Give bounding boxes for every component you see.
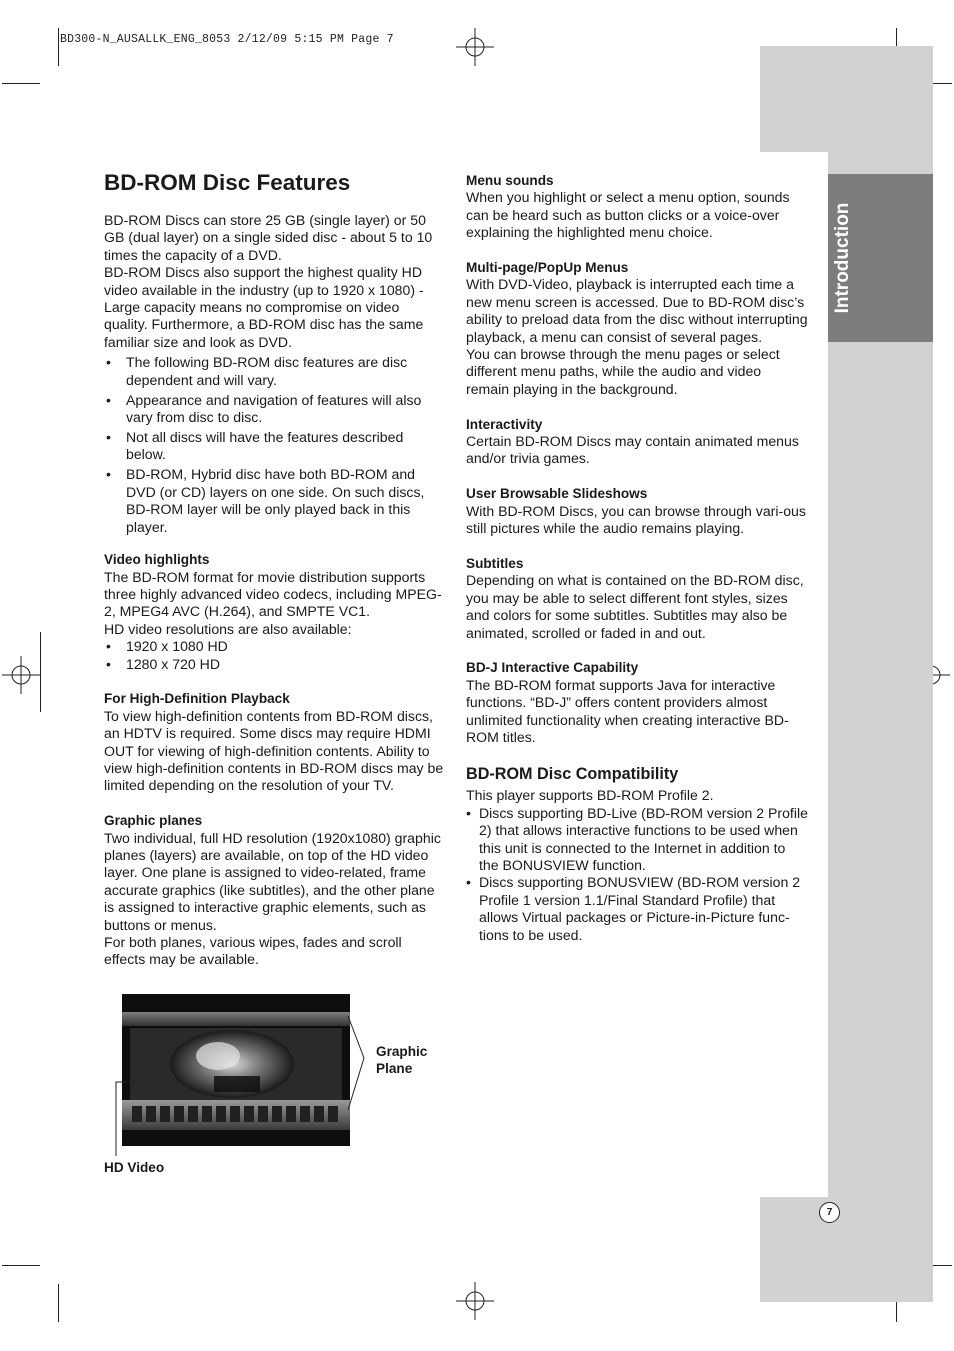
- section-heading: User Browsable Slideshows: [466, 486, 648, 502]
- registration-mark: [456, 28, 494, 66]
- right-column: [466, 172, 808, 944]
- crop-mark: [58, 1284, 59, 1322]
- graphic-plane-label: Graphic Plane: [376, 1044, 428, 1076]
- section-label-text: Introduction: [832, 202, 853, 314]
- section-text: Certain BD-ROM Discs may contain animated menus and/or trivia games.: [466, 433, 799, 467]
- section-graphic-planes: [104, 812, 444, 969]
- left-column: [104, 170, 444, 969]
- figure-callout-lines: [100, 1010, 380, 1160]
- list-item: • 1920 x 1080 HD: [104, 638, 444, 655]
- list-item: • Not all discs will have the features described below.: [104, 429, 444, 464]
- section-text: The BD-ROM format supports Java for interactive functions. “BD-J” offers content providers almost unlimited functionality when creating interactive BD-ROM titles.: [466, 676, 789, 745]
- section-video-highlights: [104, 551, 444, 673]
- section-subtitles: [466, 555, 808, 642]
- list-item: • Appearance and navigation of features will also vary from disc to disc.: [104, 392, 444, 427]
- list-item: • BD-ROM, Hybrid disc have both BD-ROM and DVD (or CD) layers on one side. On such discs, BD-ROM layer will be only played back in this player.: [104, 466, 444, 536]
- registration-mark: [2, 656, 40, 694]
- print-header: BD300-N_AUSALLK_ENG_8053 2/12/09 5:15 PM Page 7: [60, 33, 394, 46]
- section-text: With BD-ROM Discs, you can browse through vari-ous still pictures while the audio remains playing.: [466, 502, 806, 537]
- subsection-title: BD-ROM Disc Compatibility: [466, 765, 679, 784]
- page-number: 7: [819, 1202, 840, 1223]
- crop-mark: [2, 1265, 40, 1266]
- section-text: To view high-definition contents from BD-ROM discs, an HDTV is required. Some discs may require HDMI OUT for viewing of high-definition contents. Ability to view high-definition contents in BD-ROM discs may be limited depending on the resolution of your TV.: [104, 707, 444, 794]
- section-heading: Menu sounds: [466, 173, 554, 188]
- section-heading: For High-Definition Playback: [104, 691, 290, 707]
- section-heading: Video highlights: [104, 552, 210, 568]
- hd-video-label: HD Video: [104, 1160, 165, 1175]
- section-menu-sounds: [466, 172, 808, 242]
- section-hd-playback: [104, 690, 444, 794]
- crop-mark: [40, 632, 41, 712]
- section-text: HD video resolutions are also available:: [104, 620, 352, 637]
- compatibility-bullet-list: [466, 805, 808, 944]
- section-tab-label: [828, 174, 858, 342]
- list-item: • Discs supporting BONUSVIEW (BD-ROM version 2 Profile 1 version 1.1/Final Standard Profile) that allows Virtual packages or Picture-in-Picture func-tions to be used.: [466, 874, 808, 944]
- resolution-list: [104, 638, 444, 673]
- section-text: You can browse through the menu pages or select different menu paths, while the audio and video remain playing in the background.: [466, 346, 780, 397]
- list-item: • 1280 x 720 HD: [104, 656, 444, 673]
- section-text: When you highlight or select a menu option, sounds can be heard such as button clicks or a voice-over explaining the highlighted menu choice.: [466, 189, 790, 241]
- section-text: This player supports BD-ROM Profile 2.: [466, 787, 714, 804]
- section-text: With DVD-Video, playback is interrupted each time a new menu screen is accessed. Due to BD-ROM disc’s ability to preload data from the disc without interrupting playback, a menu can consist of several pages.: [466, 276, 808, 345]
- crop-mark: [2, 83, 40, 84]
- list-item: • Discs supporting BD-Live (BD-ROM version 2 Profile 2) that allows interactive functions to be used when this unit is connected to the Internet in addition to the BONUSVIEW function.: [466, 805, 808, 875]
- section-text: The BD-ROM format for movie distribution supports three highly advanced video codecs, including MPEG-2, MPEG4 AVC (H.264), and SMPTE VC1.: [104, 568, 442, 620]
- list-item: • The following BD-ROM disc features are disc dependent and will vary.: [104, 354, 444, 389]
- section-heading: Subtitles: [466, 555, 524, 571]
- section-heading: Graphic planes: [104, 813, 203, 829]
- section-slideshows: [466, 485, 808, 537]
- section-interactivity: [466, 416, 808, 468]
- section-text: Two individual, full HD resolution (1920x1080) graphic planes (layers) are available, on top of the HD video layer. One plane is assigned to video-related, frame accurate graphics (like subtitles), and the other plane is assigned to interactive graphic elements, such as buttons or menus.: [104, 829, 441, 933]
- section-text: Depending on what is contained on the BD-ROM disc, you may be able to select different font styles, sizes and colors for some subtitles. Subtitles may also be animated, scrolled or faded in and out.: [466, 572, 804, 641]
- section-text: For both planes, various wipes, fades and scroll effects may be available.: [104, 934, 402, 968]
- section-compatibility: [466, 764, 808, 944]
- intro-paragraph: BD-ROM Discs can store 25 GB (single layer) or 50 GB (dual layer) on a single sided disc - about 5 to 10 times the capacity of a DVD.: [104, 212, 433, 263]
- section-bdj: [466, 659, 808, 746]
- crop-mark: [58, 28, 59, 66]
- section-heading: BD-J Interactive Capability: [466, 660, 639, 676]
- intro-bullet-list: [104, 354, 444, 536]
- section-heading: Multi-page/PopUp Menus: [466, 260, 629, 276]
- section-multipage-menus: [466, 259, 808, 398]
- page-title: BD-ROM Disc Features: [104, 170, 351, 195]
- registration-mark: [456, 1282, 494, 1320]
- section-heading: Interactivity: [466, 416, 543, 432]
- intro-paragraph: BD-ROM Discs also support the highest quality HD video available in the industry (up to 1920 x 1080) - Large capacity means no compromise on video quality. Furthermore, a BD-ROM disc has the same familiar size and look as DVD.: [104, 264, 424, 350]
